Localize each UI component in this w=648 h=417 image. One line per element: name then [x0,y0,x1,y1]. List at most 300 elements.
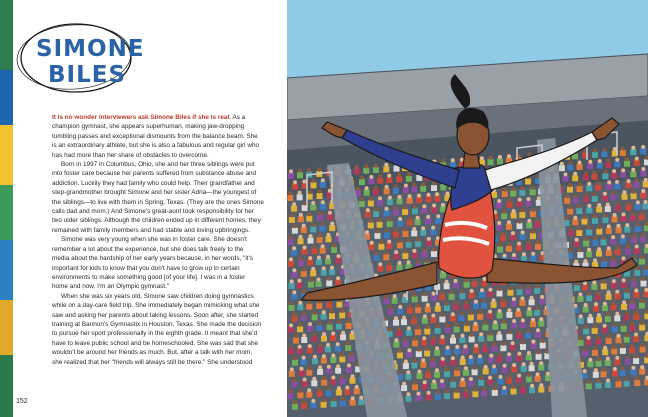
spectator-head [387,240,391,244]
spectator [359,179,365,185]
spectator [624,337,630,343]
spectator-head [340,309,344,313]
spectator [444,283,450,289]
spectator-head [332,398,336,402]
spectator-head [321,222,325,226]
text-line: to pursue her sport professionally in the eighth grade. It meant that she'd [52,330,258,338]
spectator [317,391,323,397]
spectator-head [625,311,629,315]
spectator [450,338,456,344]
spectator-head [641,233,645,237]
spectator [535,376,541,382]
spectator [308,282,314,288]
spectator [462,348,468,354]
spectator-head [511,341,515,345]
spectator-head [298,279,302,283]
spectator-head [298,191,302,195]
spectator [460,359,466,365]
spectator [525,179,531,185]
spectator-head [311,267,315,271]
spectator [435,328,441,334]
spectator-head [427,391,431,395]
spectator-head [521,384,525,388]
spectator [602,195,608,201]
spectator [434,372,440,378]
spectator-head [365,230,369,234]
spectator-head [427,237,431,241]
spectator [596,317,602,323]
spectator [630,369,636,375]
paragraph-2 [52,160,272,235]
spectator [605,162,611,168]
spectator-head [413,205,417,209]
spectator-head [317,256,321,260]
spectator-head [321,200,325,204]
spectator-head [341,331,345,335]
spectator-head [328,211,332,215]
spectator [472,391,478,397]
spectator-head [318,387,322,391]
spectator-head [526,329,530,333]
spectator-head [289,257,293,261]
spectator-head [593,258,597,262]
spectator-head [520,186,524,190]
spectator [567,187,573,193]
spectator-head [512,253,516,257]
spectator-head [621,256,625,260]
left-page [0,0,287,417]
text-line: media about the hardship of her early years because, in her words, "it's [52,255,253,263]
text-line: into foster care because her parents suffered from substance abuse and [52,170,257,178]
spectator [288,261,294,267]
spectator [339,312,345,318]
spectator-head [607,246,611,250]
spectator-head [470,333,474,337]
spectator [449,294,455,300]
spectator [288,349,294,355]
spectator-head [293,224,297,228]
spectator [629,347,635,353]
spectator-head [531,340,535,344]
spectator-head [503,254,507,258]
spectator [306,216,312,222]
spectator-head [517,352,521,356]
spectator [397,352,403,358]
spectator-head [318,343,322,347]
spectator [640,347,646,353]
spectator-head [292,202,296,206]
spectator [564,198,570,204]
spectator-head [521,340,525,344]
spectator-head [355,385,359,389]
spectator-head [635,245,639,249]
spectator-head [384,163,388,167]
spectator-head [404,360,408,364]
spectator [373,189,379,195]
spectator-head [492,298,496,302]
spectator [346,323,352,329]
spectator [320,182,326,188]
spectator [384,210,390,216]
spectator-head [526,285,530,289]
spectator-head [621,367,625,371]
spectator [592,152,598,158]
spectator-head [498,287,502,291]
spectator [610,261,616,267]
spectator-head [573,216,577,220]
spectator-head [578,292,582,296]
spectator-head [299,213,303,217]
spectator [422,318,428,324]
spectator-head [537,350,541,354]
spectator [393,210,399,216]
spectator-head [417,370,421,374]
spectator [292,316,298,322]
spectator-head [416,326,420,330]
spectator-head [318,322,322,326]
spectator [633,292,639,298]
spectator-head [502,320,506,324]
spectator [578,318,584,324]
spectator [306,304,312,310]
spectator-head [588,314,592,318]
spectator [406,242,412,248]
spectator-head [360,198,364,202]
spectator [511,389,517,395]
spectator [534,288,540,294]
spectator [317,369,323,375]
spectator-head [511,187,515,191]
spectator [388,309,394,315]
spectator-head [455,367,459,371]
spectator [288,239,294,245]
spectator-head [321,244,325,248]
spectator-head [336,276,340,280]
spectator [491,368,497,374]
spectator [538,365,544,371]
spectator [612,371,618,377]
spectator-head [432,182,436,186]
chapter-title-line2: BILES [48,62,127,88]
spectator [454,348,460,354]
spectator-head [479,376,483,380]
spectator [602,349,608,355]
spectator-head [512,209,516,213]
spectator-head [417,348,421,352]
spectator-head [394,250,398,254]
spectator [402,341,408,347]
spectator [426,196,432,202]
spectator [368,178,374,184]
spectator-head [613,367,617,371]
spectator [510,235,516,241]
spectator [516,377,522,383]
spectator-head [536,240,540,244]
spectator-head [603,324,607,328]
spectator-head [593,346,597,350]
spectator [510,345,516,351]
spectator-head [569,227,573,231]
spectator-head [402,316,406,320]
spectator [307,326,313,332]
spectator-head [293,312,297,316]
spectator-head [289,323,293,327]
spectator [310,270,316,276]
spectator-head [379,240,383,244]
spectator-head [387,262,391,266]
spectator-head [413,337,417,341]
spectator-head [421,226,425,230]
spectator [330,379,336,385]
spectator [307,348,313,354]
spectator [311,182,317,188]
spectator-head [460,290,464,294]
text-line: the siblings—to live with them in Spring, Texas. (They are the ones Simone [52,198,264,206]
spectator [287,195,293,201]
spectator [326,280,332,286]
spectator-head [436,302,440,306]
spectator-head [290,367,294,371]
spectator-head [327,365,331,369]
spectator [317,193,323,199]
spectator [321,336,327,342]
spectator-head [299,257,303,261]
spectator [586,383,592,389]
spectator [403,363,409,369]
spectator [406,330,412,336]
spectator [421,252,427,258]
spectator [593,240,599,246]
spectator [477,358,483,364]
spectator-head [644,178,648,182]
spectator [430,317,436,323]
spectator [511,323,517,329]
spectator-head [596,335,600,339]
spectator-head [507,220,511,224]
spectator [439,316,445,322]
spectator [606,184,612,190]
spectator-head [578,248,582,252]
spectator-head [417,194,421,198]
spectator [411,230,417,236]
spectator [291,250,297,256]
spectator-head [474,322,478,326]
spectator-head [308,190,312,194]
spectator-head [625,289,629,293]
spectator-head [584,303,588,307]
spectator-head [374,186,378,190]
spectator [511,213,517,219]
spectator-head [587,380,591,384]
spectator-head [407,172,411,176]
spectator-head [615,356,619,360]
spectator [440,360,446,366]
spectator-head [427,193,431,197]
spectator-head [565,194,569,198]
spectator-head [445,192,449,196]
spectator [407,220,413,226]
spectator [530,211,536,217]
spectator-head [293,356,297,360]
spectator-head [302,334,306,338]
spectator-head [312,245,316,249]
spectator-head [455,345,459,349]
spectator-head [527,197,531,201]
spectator [614,359,620,365]
spectator [601,239,607,245]
spectator-head [469,355,473,359]
spectator-head [594,368,598,372]
spectator-head [308,344,312,348]
spectator [625,205,631,211]
spectator-head [607,180,611,184]
spectator-head [478,310,482,314]
spectator-head [346,342,350,346]
spectator [412,296,418,302]
spectator [422,384,428,390]
spectator [492,390,498,396]
spectator [639,303,645,309]
spectator-head [479,332,483,336]
spectator [643,181,648,187]
spectator-head [615,180,619,184]
spectator-head [341,397,345,401]
spectator-head [370,241,374,245]
spectator [477,314,483,320]
spectator-head [408,194,412,198]
spectator-head [539,361,543,365]
spectator [567,209,573,215]
spectator-head [423,314,427,318]
spectator-head [583,347,587,351]
spectator-head [579,314,583,318]
spectator [393,232,399,238]
spectator [317,215,323,221]
spectator-head [488,332,492,336]
spectator [431,207,437,213]
spectator [310,402,316,408]
spectator-head [497,353,501,357]
spectator-head [536,372,540,376]
spectator [405,374,411,380]
spectator-head [546,372,550,376]
spectator [326,390,332,396]
spectator-head [593,148,597,152]
spectator-head [584,237,588,241]
spectator-head [473,388,477,392]
spectator-head [607,224,611,228]
spectator [624,293,630,299]
spectator-head [521,230,525,234]
spectator [529,387,535,393]
spectator-head [594,302,598,306]
spectator-head [516,308,520,312]
spectator [568,231,574,237]
spectator [368,200,374,206]
spectator [629,303,635,309]
spectator-head [512,363,516,367]
spectator [620,238,626,244]
spectator [321,314,327,320]
spectator [301,271,307,277]
spectator [434,350,440,356]
spectator [606,294,612,300]
spectator-head [611,301,615,305]
spectator-head [613,213,617,217]
page-number: 152 [16,398,28,405]
spectator-head [388,328,392,332]
spectator [621,326,627,332]
spectator-head [574,194,578,198]
spectator [308,238,314,244]
spectator [336,324,342,330]
spectator-head [508,286,512,290]
spectator [375,233,381,239]
body-text [52,113,272,367]
spectator [297,304,303,310]
spectator-head [603,346,607,350]
spectator [592,328,598,334]
spectator [630,149,636,155]
spectator [492,324,498,330]
spectator-head [312,377,316,381]
spectator [526,222,532,228]
spectator [412,384,418,390]
spectator [348,356,354,362]
spectator-head [613,147,617,151]
spectator [587,317,593,323]
spectator [612,217,618,223]
spectator [364,190,370,196]
spectator [643,203,648,209]
spectator [620,150,626,156]
spectator-head [587,248,591,252]
text-line: Simone was very young when she was in foster care. She doesn't [61,236,247,244]
spectator-head [530,362,534,366]
spectator [306,370,312,376]
spectator [346,367,352,373]
spectator-head [606,203,610,207]
spectator [481,303,487,309]
spectator-head [423,380,427,384]
spectator [439,295,445,301]
spectator [592,196,598,202]
spectator-head [482,299,486,303]
spectator [393,342,399,348]
spectator-head [337,386,341,390]
spectator-head [313,355,317,359]
spectator [624,227,630,233]
spectator-head [498,309,502,313]
spectator-head [635,179,639,183]
spectator-head [422,336,426,340]
spectator [582,373,588,379]
spectator-head [474,344,478,348]
spectator-head [465,278,469,282]
spectator-head [431,314,435,318]
spectator-head [388,196,392,200]
spectator-head [412,227,416,231]
spectator-head [606,313,610,317]
spectator [435,306,441,312]
spectator [329,225,335,231]
spectator [536,354,542,360]
spectator [540,343,546,349]
spectator [621,282,627,288]
spectator-head [425,259,429,263]
spectator [291,294,297,300]
spectator-head [298,169,302,173]
